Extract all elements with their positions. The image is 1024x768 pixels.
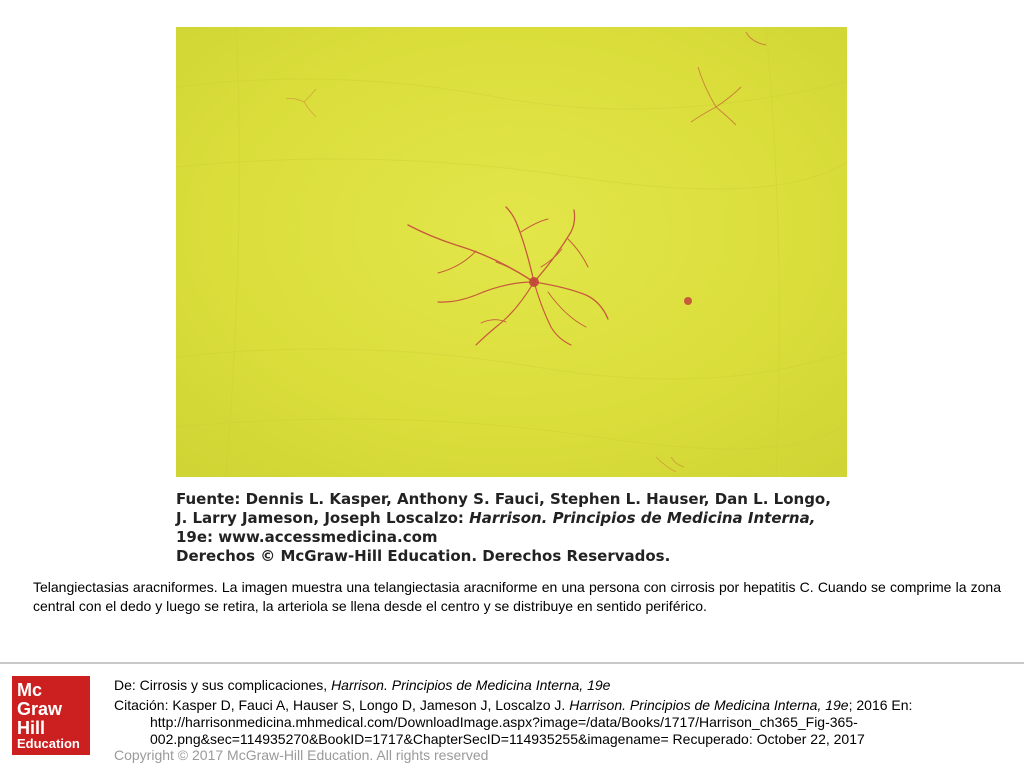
citation-authors: Citación: Kasper D, Fauci A, Hauser S, Longo D, Jameson J, Loscalzo J. xyxy=(114,697,570,713)
logo-text-mc: Mc xyxy=(17,680,43,700)
copyright-notice: Copyright © 2017 McGraw-Hill Education. All rights reserved xyxy=(114,747,489,763)
source-line xyxy=(114,676,610,694)
citation-url[interactable]: http://harrisonmedicina.mhmedical.com/DownloadImage.aspx?image=/data/Books/1717/Harrison_ch365_Fig-365- xyxy=(150,714,858,730)
footer-divider xyxy=(0,662,1024,664)
logo-text-hill: Hill xyxy=(17,718,46,738)
source-chapter: De: Cirrosis y sus complicaciones, xyxy=(114,677,332,693)
logo-text-graw: Graw xyxy=(17,699,63,719)
credit-line-2 xyxy=(176,509,847,528)
source-book-title: Harrison. Principios de Medicina Interna, 19e xyxy=(331,677,611,693)
logo-text-education: Education xyxy=(17,736,80,751)
figure-frame xyxy=(176,27,847,565)
credit-line-3: 19e: www.accessmedicina.com xyxy=(176,528,438,546)
credit-book-title: Harrison. Principios de Medicina Interna, xyxy=(469,509,816,527)
figure-caption: Telangiectasias aracniformes. La imagen muestra una telangiectasia aracniforme en una persona con cirrosis por hepatitis C. Cuando se comprime la zona central con el dedo y luego se retira, la arteriola se llena desde el centro y se distribuye en sentido periférico. xyxy=(33,579,1001,614)
citation-book-title: Harrison. Principios de Medicina Interna, 19e xyxy=(569,697,849,713)
spider-angioma-photo xyxy=(176,27,847,477)
credit-line-1: Fuente: Dennis L. Kasper, Anthony S. Fauci, Stephen L. Hauser, Dan L. Longo, xyxy=(176,490,831,508)
citation-url-continued[interactable]: 002.png&sec=114935270&BookID=1717&ChapterSecID=114935255&imagename= Recuperado: October 22, 2017 xyxy=(150,731,865,747)
credit-authors: J. Larry Jameson, Joseph Loscalzo: xyxy=(176,509,470,527)
mcgraw-hill-education-logo xyxy=(12,676,90,755)
credit-line-4: Derechos © McGraw-Hill Education. Derechos Reservados. xyxy=(176,547,671,565)
citation-year: ; 2016 En: xyxy=(848,697,913,713)
citation-line xyxy=(114,696,912,714)
angioma-center xyxy=(529,277,539,287)
